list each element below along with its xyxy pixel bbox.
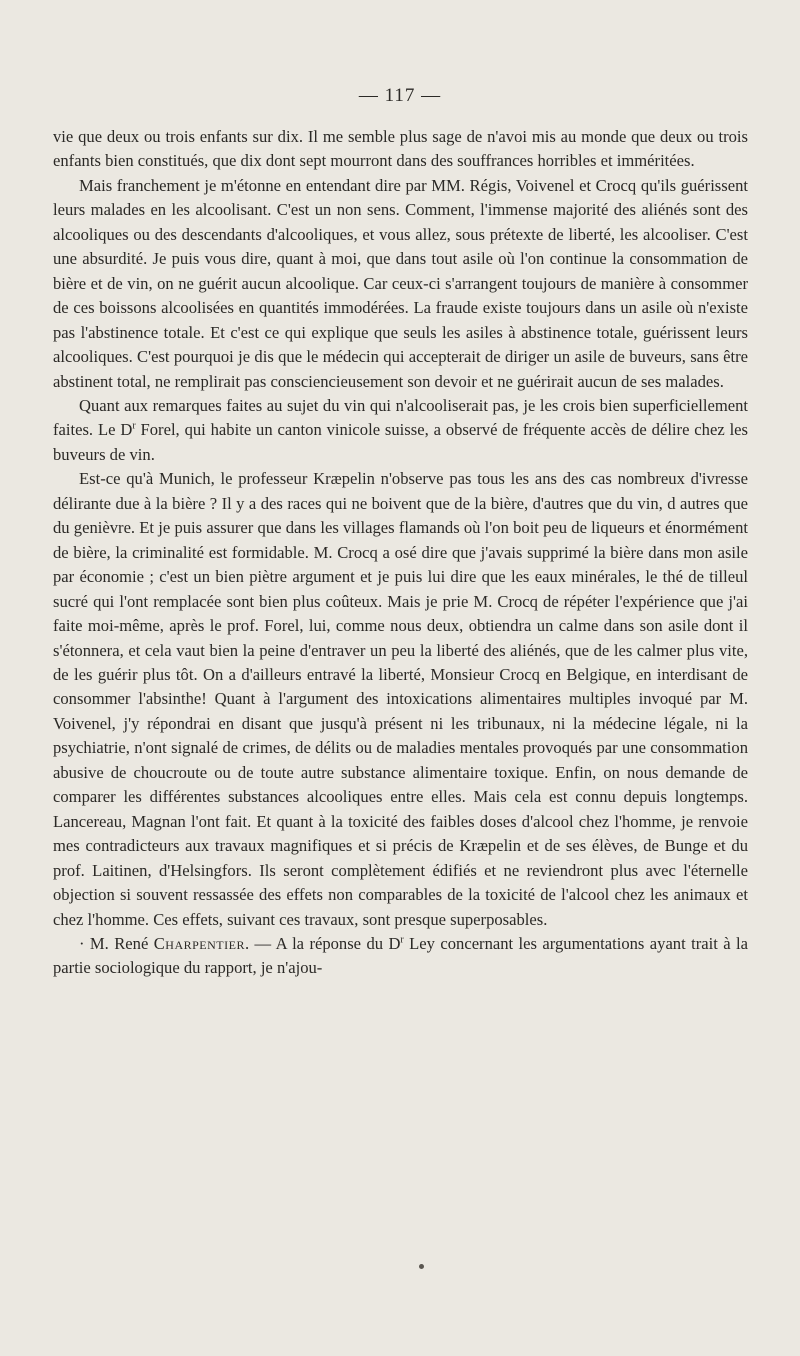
page-number: — 117 — — [358, 85, 442, 106]
forel-text-after: Forel, qui habite un canton vinicole suisse, a observé de fréquente accès de délire chez les buveurs de vin. — [53, 420, 748, 464]
footer-dot-mark — [419, 1264, 424, 1269]
doctor-abbrev-sup: r — [400, 934, 404, 946]
paragraph-kraepelin-beer: Est-ce qu'à Munich, le professeur Kræpelin n'observe pas tous les ans des cas nombreux d'ivresse délirante due à la bière ? Il y a des races qui ne boivent que de la bière, d'autres que du vin, d autres que du genièvre. Et je puis assurer que dans les villages flamands où l'on boit peu de liqueurs et énormément de bière, la criminalité est formidable. M. Crocq a osé dire que j'avais supprimé la bière dans mon asile par économie ; c'est un bien piètre argument et je puis lui dire que les eaux minérales, le thé de tilleul sucré qui l'ont remplacée sont bien plus coûteux. Mais je prie M. Crocq de répéter l'expérience que j'ai faite moi-même, après le prof. Forel, lui, comme nous deux, obtiendra un calme dans son asile dont il s'étonnera, et cela vaut bien la peine d'entraver un peu la liberté des aliénés, que de les calmer plus vite, de les guérir plus tôt. On a d'ailleurs entravé la liberté, Monsieur Crocq en Belgique, en interdisant de consommer l'absinthe! Quant à l'argument des intoxications alimentaires multiples invoqué par M. Voivenel, j'y répondrai en disant que jusqu'à présent ni les tribunaux, ni la médecine légale, ni la psychiatrie, n'ont signalé de crimes, de délits ou de maladies mentales provoqués par une consommation abusive de choucroute ou de toute autre substance alimentaire toxique. Enfin, on nous demande de comparer les différentes substances alcooliques entre elles. Mais cela est connu depuis longtemps. Lancereau, Magnan l'ont fait. Et quant à la toxicité des faibles doses d'alcool chez l'homme, je renvoie mes contradicteurs aux travaux magnifiques et si précis de Kræpelin et de ses élèves, de Bunge et du prof. Laitinen, d'Helsingfors. Ils seront complètement édifiés et ne reviendront plus avec l'éternelle objection si souvent ressassée des effets non comparables de la toxicité de l'alcool chez les animaux et chez l'homme. Ces effets, suivant ces travaux, sont presque superposables. — [53, 469, 748, 929]
reply-after: Ley concernant les argumentations ayant trait à la partie sociologique du rapport, je n'ajou- — [53, 933, 748, 978]
reply-prefix: · M. René — [79, 933, 154, 953]
paragraph-charpentier-reply — [53, 932, 748, 981]
page-body — [53, 125, 748, 981]
paragraph-alcoholisation: Mais franchement je m'étonne en entendant dire par MM. Régis, Voivenel et Crocq qu'ils guérissent leurs malades en les alcoolisant. C'est un non sens. Comment, l'immense majorité des aliénés sont des alcooliques ou des descendants d'alcooliques, et vous allez, sous prétexte de liberté, les alcooliser. C'est une absurdité. Je puis vous dire, quant à moi, que dans tout asile où l'on continue la consommation de bière et de vin, on ne guérit aucun alcoolique. Car ceux-ci s'arrangent toujours de manière à consommer de ces boissons alcoolisées en quantités immodérées. La fraude existe toujours dans un asile où n'existe pas l'abstinence totale. Et c'est ce qui explique que seuls les asiles à abstinence totale, guérissent leurs alcooliques. C'est pourquoi je dis que le médecin qui accepterait de diriger un asile de buveurs, sans être abstinent total, ne remplirait pas consciencieusement son devoir et ne guérirait aucun de ses malades. — [53, 175, 748, 391]
doctor-abbrev-sup: r — [132, 420, 136, 432]
paragraph-forel-wine — [53, 394, 748, 467]
forel-text-before: Quant aux remarques faites au sujet du vin qui n'alcooliserait pas, je les crois bien superficiellement faites. Le D — [53, 395, 748, 440]
reply-middle: . — A la réponse du D — [244, 933, 401, 953]
speaker-name: Charpentier — [153, 933, 245, 953]
paragraph-children: vie que deux ou trois enfants sur dix. Il me semble plus sage de n'avoi mis au monde que deux ou trois enfants bien constitués, que dix dont sept mourront dans des souffrances horribles et imméritées. — [53, 127, 748, 171]
